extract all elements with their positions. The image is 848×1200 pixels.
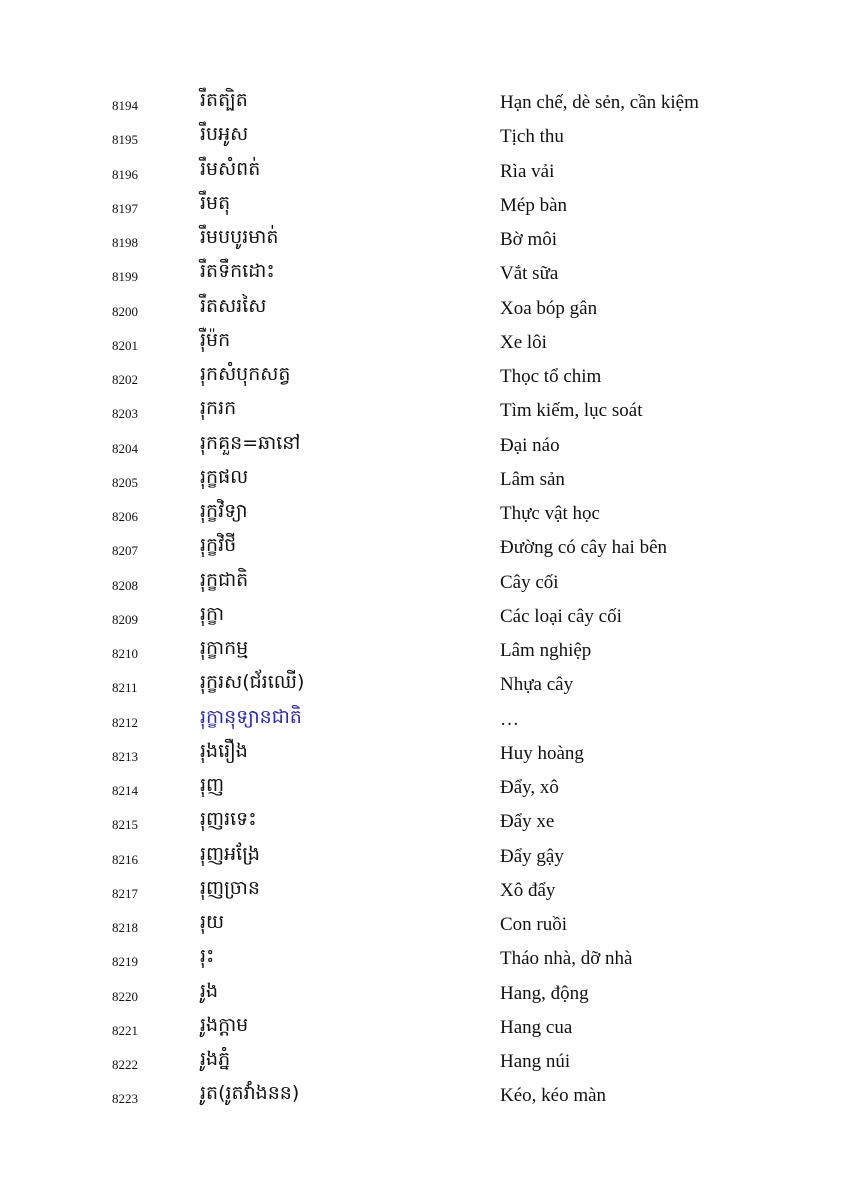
khmer-term: រឹតត្បិត — [200, 89, 248, 111]
dictionary-entry — [0, 463, 848, 497]
khmer-term: រុក្ខវិទ្យា — [200, 500, 248, 522]
vietnamese-translation: Đẩy xe — [500, 811, 555, 833]
khmer-term: រុញរទេះ — [200, 808, 257, 831]
vietnamese-translation: Thọc tổ chim — [500, 366, 602, 387]
entry-number: 8210 — [112, 646, 138, 661]
vietnamese-translation: Tháo nhà, dỡ nhà — [500, 948, 633, 970]
vietnamese-translation: Rìa vải — [500, 160, 555, 182]
entry-number: 8213 — [112, 748, 138, 764]
entry-number: 8199 — [112, 269, 138, 285]
dictionary-entry — [0, 189, 848, 223]
dictionary-entry — [0, 1045, 848, 1079]
dictionary-entry — [0, 600, 848, 634]
dictionary-entry — [0, 257, 848, 291]
entry-number: 8211 — [112, 680, 138, 696]
khmer-term: រុក្ខរស(ជ័រឈើ) — [200, 671, 305, 694]
khmer-term: រឹតទឹកដោះ — [200, 260, 275, 283]
vietnamese-translation: Tìm kiếm, lục soát — [500, 400, 643, 422]
vietnamese-translation: Lâm nghiệp — [500, 640, 592, 661]
vietnamese-translation: Hang, động — [500, 982, 589, 1004]
dictionary-entry — [0, 634, 848, 668]
vietnamese-translation: Kéo, kéo màn — [500, 1085, 607, 1107]
entry-number: 8202 — [112, 372, 138, 387]
entry-number: 8201 — [112, 337, 138, 353]
entry-number: 8200 — [112, 303, 138, 319]
dictionary-entry — [0, 908, 848, 942]
khmer-term: រុក្ខានុទ្យានជាតិ — [200, 705, 302, 728]
vietnamese-translation: Thực vật học — [500, 503, 600, 524]
dictionary-entry — [0, 86, 848, 120]
khmer-term: រុកគួន=ឆានៅ — [200, 431, 301, 454]
vietnamese-translation: … — [500, 708, 519, 730]
dictionary-entry — [0, 326, 848, 360]
dictionary-entry — [0, 566, 848, 600]
khmer-term: រឹបអូស — [200, 123, 249, 146]
khmer-term: រុក្ខាកម្ម — [200, 637, 249, 659]
entry-number: 8194 — [112, 98, 138, 113]
dictionary-entry — [0, 1079, 848, 1113]
dictionary-entry — [0, 394, 848, 428]
dictionary-entry — [0, 120, 848, 154]
khmer-term: រុយ — [200, 911, 225, 933]
dictionary-entry — [0, 668, 848, 702]
khmer-term: រុករក — [200, 397, 237, 420]
entry-number: 8221 — [112, 1022, 138, 1038]
dictionary-entries — [0, 86, 848, 1114]
khmer-term: រឹមតុ — [200, 191, 231, 214]
dictionary-entry — [0, 497, 848, 531]
khmer-term: រុងរឿង — [200, 739, 248, 762]
dictionary-entry — [0, 703, 848, 737]
entry-number: 8214 — [112, 783, 138, 798]
entry-number: 8212 — [112, 714, 138, 730]
dictionary-entry — [0, 805, 848, 839]
khmer-term: រ៉ឺម៉ក — [200, 328, 231, 351]
entry-number: 8219 — [112, 954, 138, 970]
khmer-term: រុះ — [200, 945, 215, 968]
entry-number: 8223 — [112, 1091, 138, 1107]
khmer-term: រូង — [200, 979, 219, 1002]
dictionary-entry — [0, 737, 848, 771]
vietnamese-translation: Hạn chế, dè sẻn, cần kiệm — [500, 92, 699, 113]
vietnamese-translation: Tịch thu — [500, 126, 564, 148]
vietnamese-translation: Xoa bóp gân — [500, 297, 598, 319]
dictionary-entry — [0, 429, 848, 463]
dictionary-entry — [0, 977, 848, 1011]
khmer-term: រុក្ខវិថី — [200, 534, 237, 557]
vietnamese-translation: Đẩy gậy — [500, 845, 564, 867]
entry-number: 8204 — [112, 440, 138, 456]
vietnamese-translation: Con ruồi — [500, 914, 568, 935]
dictionary-entry — [0, 942, 848, 976]
vietnamese-translation: Đại náo — [500, 434, 560, 456]
vietnamese-translation: Bờ môi — [500, 229, 558, 250]
khmer-term: រូងភ្នំ — [200, 1048, 231, 1070]
dictionary-entry — [0, 360, 848, 394]
khmer-term: រូត(រូតវាំងនន) — [200, 1082, 300, 1105]
dictionary-entry — [0, 771, 848, 805]
khmer-term: រុកសំបុកសត្វ — [200, 363, 291, 385]
vietnamese-translation: Nhựa cây — [500, 674, 574, 696]
khmer-term: រឹតសរសៃ — [200, 294, 267, 317]
entry-number: 8218 — [112, 920, 138, 935]
entry-number: 8195 — [112, 132, 138, 148]
entry-number: 8209 — [112, 611, 138, 627]
khmer-term: រុញច្រាន — [200, 876, 260, 899]
vietnamese-translation: Lâm sản — [500, 468, 565, 490]
entry-number: 8206 — [112, 509, 138, 524]
vietnamese-translation: Hang núi — [500, 1051, 571, 1072]
entry-number: 8222 — [112, 1057, 138, 1072]
khmer-term: រុញ — [200, 774, 225, 796]
khmer-term: រូងក្ដាម — [200, 1013, 249, 1036]
vietnamese-translation: Cây cối — [500, 571, 559, 593]
entry-number: 8205 — [112, 474, 138, 490]
entry-number: 8203 — [112, 406, 138, 422]
vietnamese-translation: Các loại cây cối — [500, 605, 622, 627]
entry-number: 8215 — [112, 817, 138, 833]
vietnamese-translation: Hang cua — [500, 1016, 573, 1038]
entry-number: 8208 — [112, 577, 138, 593]
vietnamese-translation: Mép bàn — [500, 194, 568, 216]
entry-number: 8198 — [112, 235, 138, 250]
entry-number: 8207 — [112, 543, 138, 559]
khmer-term: រុក្ខា — [200, 602, 225, 625]
dictionary-entry — [0, 155, 848, 189]
vietnamese-translation: Đường có cây hai bên — [500, 537, 668, 559]
dictionary-entry — [0, 874, 848, 908]
dictionary-entry — [0, 531, 848, 565]
khmer-term: រុក្ខផល — [200, 465, 249, 488]
entry-number: 8217 — [112, 885, 138, 901]
vietnamese-translation: Vắt sữa — [500, 263, 559, 285]
dictionary-entry — [0, 292, 848, 326]
dictionary-entry — [0, 840, 848, 874]
vietnamese-translation: Huy hoàng — [500, 742, 584, 764]
dictionary-entry — [0, 223, 848, 257]
entry-number: 8197 — [112, 200, 138, 216]
entry-number: 8196 — [112, 166, 138, 182]
entry-number: 8216 — [112, 851, 138, 867]
vietnamese-translation: Đẩy, xô — [500, 777, 559, 798]
khmer-term: រុញអង្រែ — [200, 842, 260, 865]
khmer-term: រុក្ខជាតិ — [200, 568, 249, 591]
khmer-term: រឹមបបូរមាត់ — [200, 226, 279, 248]
entry-number: 8220 — [112, 988, 138, 1004]
dictionary-entry — [0, 1011, 848, 1045]
khmer-term: រឹមសំពត់ — [200, 157, 261, 180]
vietnamese-translation: Xe lôi — [500, 331, 547, 353]
vietnamese-translation: Xô đẩy — [500, 879, 556, 901]
